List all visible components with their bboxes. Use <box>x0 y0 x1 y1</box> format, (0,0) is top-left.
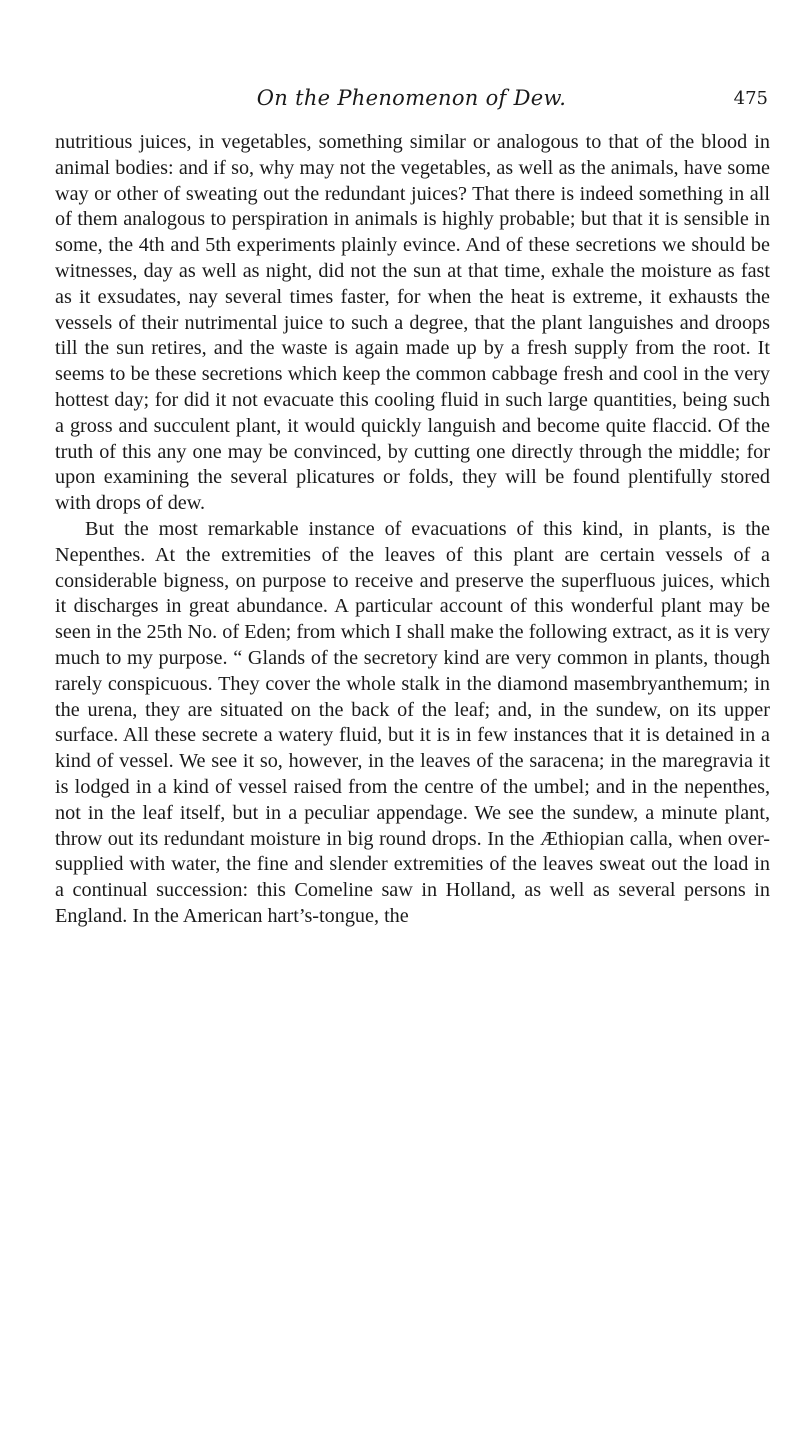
body-text <box>55 130 770 930</box>
paragraph: nutritious juices, in vegetables, something similar or analogous to that of the blood in animal bodies: and if so, why may not the vegetables, as well as the animals, have some way or other of sweating out the redundant juices? That there is indeed something in all of them analogous to perspiration in animals is highly probable; but that it is sensible in some, the 4th and 5th experiments plainly evince. And of these secretions we should be witnesses, day as well as night, did not the sun at that time, exhale the moisture as fast as it exsudates, nay several times faster, for when the heat is extreme, it exhausts the vessels of their nutrimental juice to such a degree, that the plant languishes and droops till the sun retires, and the waste is again made up by a fresh supply from the root. It seems to be these secretions which keep the common cabbage fresh and cool in the very hottest day; for did it not evacuate this cooling fluid in such large quantities, being such a gross and succulent plant, it would quickly languish and become quite flaccid. Of the truth of this any one may be convinced, by cutting one directly through the middle; for upon examining the several plicatures or folds, they will be found plentifully stored with drops of dew. <box>55 131 770 515</box>
page-number: 475 <box>733 88 768 109</box>
page-header <box>55 86 768 116</box>
running-title: On the Phenomenon of Dew. <box>256 86 567 110</box>
paragraph: But the most remarkable instance of evacuations of this kind, in plants, is the Nepenthes. At the extremities of the leaves of this plant are certain vessels of a considerable bigness, on purpose to receive and preserve the superfluous juices, which it discharges in great abundance. A particular account of this wonderful plant may be seen in the 25th No. of Eden; from which I shall make the following extract, as it is very much to my purpose. “ Glands of the secretory kind are very common in plants, though rarely conspicuous. They cover the whole stalk in the diamond masembryanthemum; in the urena, they are situated on the back of the leaf; and, in the sundew, on its upper surface. All these secrete a watery fluid, but it is in few instances that it is detained in a kind of vessel. We see it so, however, in the leaves of the saracena; in the maregravia it is lodged in a kind of vessel raised from the centre of the umbel; and in the nepenthes, not in the leaf itself, but in a peculiar appendage. We see the sundew, a minute plant, throw out its redundant moisture in big round drops. In the Æthiopian calla, when over-supplied with water, the fine and slender extremities of the leaves sweat out the load in a continual succession: this Comeline saw in Holland, as well as several persons in England. In the American hart’s-tongue, the <box>55 517 770 927</box>
